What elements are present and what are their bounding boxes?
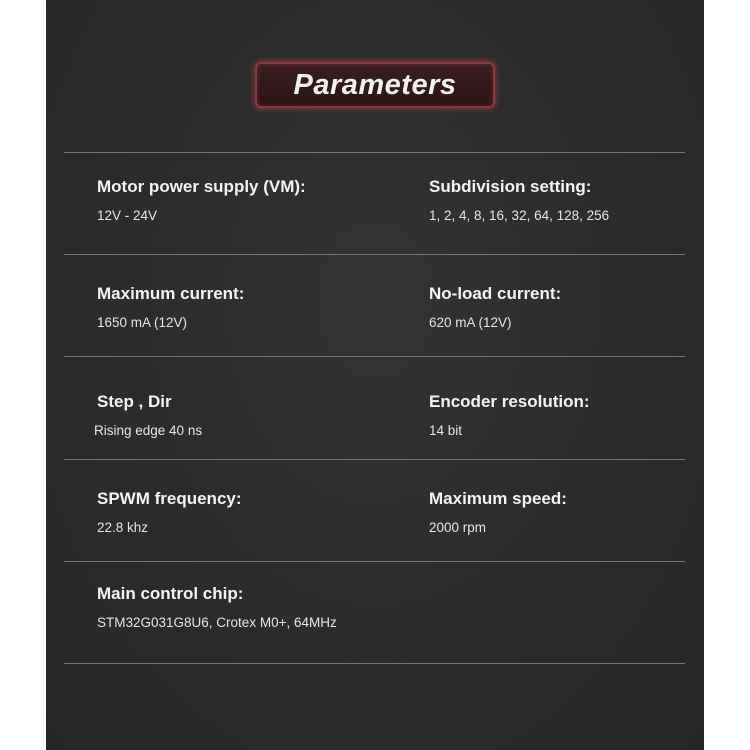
param-value: 12V - 24V [97, 208, 158, 223]
param-no-load-current [429, 284, 561, 330]
param-value: 2000 rpm [429, 520, 487, 535]
param-label: Encoder resolution: [429, 392, 590, 411]
param-value: 1, 2, 4, 8, 16, 32, 64, 128, 256 [429, 208, 610, 223]
divider [64, 459, 685, 460]
param-value: 620 mA (12V) [429, 315, 512, 330]
param-value: 22.8 khz [97, 520, 149, 535]
param-maximum-current [97, 284, 244, 330]
page-title: Parameters [293, 68, 457, 101]
param-spwm-frequency [97, 489, 242, 535]
param-label: Main control chip: [97, 584, 244, 603]
param-label: Step , Dir [97, 392, 172, 411]
param-label: SPWM frequency: [97, 489, 242, 508]
param-value: STM32G031G8U6, Crotex M0+, 64MHz [97, 615, 337, 630]
param-value: 1650 mA (12V) [97, 315, 188, 330]
divider [64, 254, 685, 255]
param-subdivision-setting [429, 177, 609, 223]
param-step-dir [94, 392, 203, 438]
param-label: Maximum speed: [429, 489, 567, 508]
param-label: Maximum current: [97, 284, 245, 303]
divider [64, 561, 685, 562]
param-label: No-load current: [429, 284, 562, 303]
param-encoder-resolution [429, 392, 590, 438]
title-badge [255, 62, 495, 108]
param-label: Motor power supply (VM): [97, 177, 306, 196]
param-value: Rising edge 40 ns [94, 423, 203, 438]
param-main-control-chip [97, 584, 337, 630]
divider [64, 152, 685, 153]
divider [64, 356, 685, 357]
param-value: 14 bit [429, 423, 463, 438]
param-maximum-speed [429, 489, 567, 535]
divider [64, 663, 685, 664]
parameters-panel [46, 0, 704, 750]
param-motor-power-supply [97, 177, 306, 223]
param-label: Subdivision setting: [429, 177, 592, 196]
